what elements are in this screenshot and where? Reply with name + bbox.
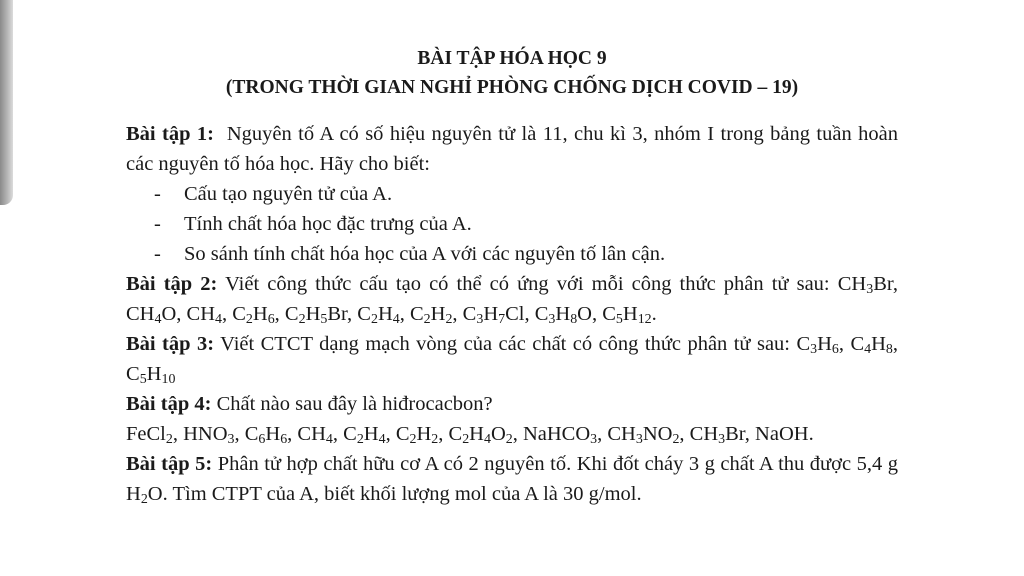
exercise-label: Bài tập 2: [126,273,218,295]
list-item: - So sánh tính chất hóa học của A với các nguyên tố lân cận. [126,239,898,269]
exercise-1 [126,119,898,179]
exercise-5 [126,449,898,509]
formula: $C_5H_{12}$ [602,303,652,328]
formula-list: $CH_3Br$, $CH_4O$, $CH_4$, $C_2H_6$, $C_2H_5Br$, $C_2H_4$, $C_2H_2$, $C_3H_7Cl$, $C_3H_8O$, $C_5H_{12}$. [126,273,898,328]
dash-bullet: - [154,243,161,265]
window-edge-shadow [0,0,13,205]
formula: NaOH [755,423,809,445]
formula: $C_2H_4$ [357,303,400,328]
dash-bullet: - [154,183,161,205]
exercise-2 [126,269,898,329]
exercise-4 [126,389,898,449]
formula: $C_2H_5Br$ [284,303,348,328]
exercise-label: Bài tập 1: [126,123,214,145]
formula: $C_3H_8O$ [534,303,592,328]
formula: $HNO_3$ [183,423,235,448]
exercise-text: Phân tử hợp chất hữu cơ A có 2 nguyên tố. Khi đốt cháy 3 g chất A thu được 5,4 g [217,453,898,475]
document-subtitle: (TRONG THỜI GIAN NGHỈ PHÒNG CHỐNG DỊCH COVID – 19) [225,77,799,98]
formula: $C_3H_7Cl$ [462,303,525,328]
exercise-text: Viết công thức cấu tạo có thể có ứng với mỗi công thức phân tử sau: [225,273,830,295]
formula: $CH_3NO_2$ [607,423,680,448]
exercise-3 [126,329,898,389]
formula: $C_2H_2$ [395,423,439,448]
formula: $C_3H_6$ [796,333,839,358]
dash-bullet: - [154,213,161,235]
formula: $C_5H_{10}$ [126,363,176,388]
formula: $C_2H_4O_2$ [448,423,513,448]
exercise-label: Bài tập 3: [126,333,215,355]
formula: $CH_4$ [297,423,333,448]
formula: $H_2O$ [126,483,163,508]
exercise-label: Bài tập 4: [126,393,212,415]
exercise-text: Chất nào sau đây là hiđrocacbon? [216,393,493,415]
document-title: BÀI TẬP HÓA HỌC 9 [417,48,607,69]
formula-list: FeCl$_2$, $HNO_3$, $C_6H_6$, $CH_4$, $C_2H_4$, $C_2H_2$, $C_2H_4O_2$, NaHCO$_3$, $CH_3NO_2$, $CH_3Br$, NaOH. [126,423,814,448]
exercise-label: Bài tập 5: [126,453,213,475]
exercise-text-end: . Tìm CTPT của A, biết khối lượng mol của A là 30 g/mol. [162,483,642,505]
formula: $CH_3Br$ [689,423,745,448]
formula: $CH_3Br$ [837,273,893,298]
document-page [126,42,898,509]
exercise-list [126,119,898,509]
formula: $CH_4$ [186,303,222,328]
formula: $C_2H_4$ [343,423,386,448]
formula: $C_4H_8$ [850,333,893,358]
exercise-text: Viết CTCT dạng mạch vòng của các chất có công thức phân tử sau: [220,333,791,355]
formula: $C_6H_6$ [244,423,288,448]
formula-list: $C_3H_6$, $C_4H_8$, $C_5H_{10}$ [126,333,899,388]
exercise-text: Nguyên tố A có số hiệu nguyên tử là 11, chu kì 3, nhóm I trong bảng tuần hoàn các nguyên tố hóa học. Hãy cho biết: [126,123,898,175]
list-item: - Cấu tạo nguyên tử của A. [126,179,898,209]
list-item: - Tính chất hóa học đặc trưng của A. [126,209,898,239]
formula: NaHCO$_3$ [522,423,598,448]
formula: FeCl$_2$ [126,423,173,448]
formula: $CH_4O$ [126,303,177,328]
formula: $C_2H_6$ [232,303,275,328]
formula: $C_2H_2$ [409,303,453,328]
exercise-1-subitems [126,179,898,269]
